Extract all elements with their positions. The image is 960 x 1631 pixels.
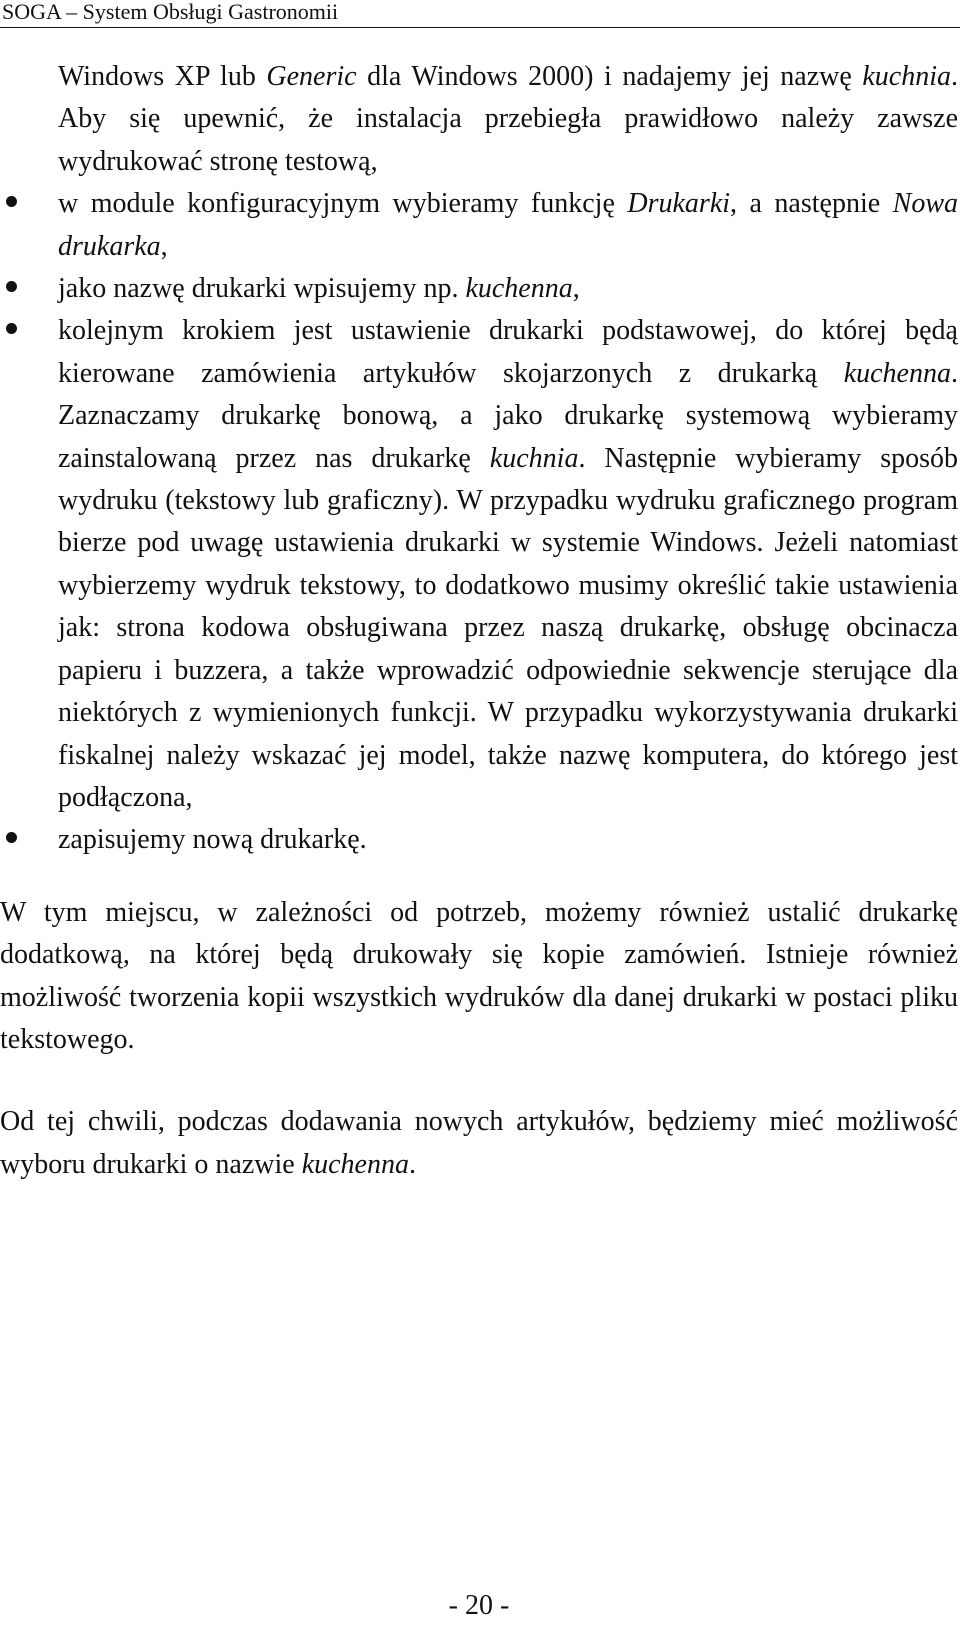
bullet-icon — [6, 832, 17, 843]
text-run: . Aby się upewnić, że instalacja przebiegła prawidłowo należy zawsze wydrukować stronę testową, — [58, 61, 958, 177]
list-item — [0, 310, 958, 819]
italic-text: kuchenna — [301, 1148, 409, 1180]
bullet-icon — [6, 196, 17, 207]
text-run: Windows XP lub — [58, 61, 267, 92]
page-header — [0, 0, 960, 28]
italic-text: Nowa drukarka — [58, 188, 958, 262]
paragraph-from-now-on — [0, 1101, 958, 1186]
italic-text: kuchenna — [465, 273, 573, 305]
italic-text: kuchnia — [489, 442, 579, 474]
list-item — [0, 183, 958, 268]
page-number: - 20 - — [448, 1590, 510, 1621]
list-item — [0, 56, 958, 183]
text-run: W tym miejscu, w zależności od potrzeb, możemy również ustalić drukarkę dodatkową, na której będą drukowały się kopie zamówień. Istnieje również możliwość tworzenia kopii wszystkich wydruków dla danej drukarki w postaci pliku tekstowego. — [0, 896, 958, 1055]
text-run: kolejnym krokiem jest ustawienie drukarki podstawowej, do której będą kierowane zamówienia artykułów skojarzonych z drukarką — [58, 315, 958, 389]
list-item — [0, 819, 958, 861]
text-run: jako nazwę drukarki wpisujemy np. — [58, 273, 466, 305]
text-run: w module konfiguracyjnym wybieramy funkcję — [58, 188, 628, 220]
text-run: , a następnie — [730, 188, 893, 220]
text-run: Od tej chwili, podczas dodawania nowych artykułów, będziemy mieć możliwość wyboru drukarki o nazwie — [0, 1106, 958, 1180]
text-run: dla Windows 2000) i nadajemy jej nazwę — [356, 61, 863, 92]
italic-text: Drukarki — [627, 188, 731, 220]
bullet-icon — [6, 323, 17, 334]
bullet-list — [0, 56, 958, 862]
italic-text: Generic — [266, 61, 357, 92]
bullet-icon — [6, 281, 17, 292]
text-run: . Następnie wybieramy sposób wydruku (tekstowy lub graficzny). W przypadku wydruku graficznego program bierze pod uwagę ustawienia drukarki w systemie Windows. Jeżeli natomiast wybierzemy wydruk tekstowy, to dodatkowo musimy określić takie ustawienia jak: strona kodowa obsługiwana przez naszą drukarkę, obsługę obcinacza papieru i buzzera, a także wprowadzić odpowiednie sekwencje sterujące dla niektórych z wymienionych funkcji. W przypadku wykorzystywania drukarki fiskalnej należy wskazać jej model, także nazwę komputera, do którego jest podłączona, — [58, 442, 958, 813]
list-item — [0, 268, 958, 310]
text-run: , — [160, 230, 168, 262]
paragraph-additional-printer — [0, 892, 958, 1062]
text-run: . Zaznaczamy drukarkę bonową, a jako drukarkę systemową wybieramy zainstalowaną przez nas drukarkę — [58, 357, 958, 474]
text-run: zapisujemy nową drukarkę. — [58, 824, 367, 856]
italic-text: kuchnia — [862, 61, 951, 92]
document-body — [0, 56, 958, 1186]
text-run: , — [572, 273, 580, 305]
header-title: SOGA – System Obsługi Gastronomii — [2, 0, 339, 24]
italic-text: kuchenna — [843, 357, 951, 389]
text-run: . — [408, 1148, 416, 1180]
